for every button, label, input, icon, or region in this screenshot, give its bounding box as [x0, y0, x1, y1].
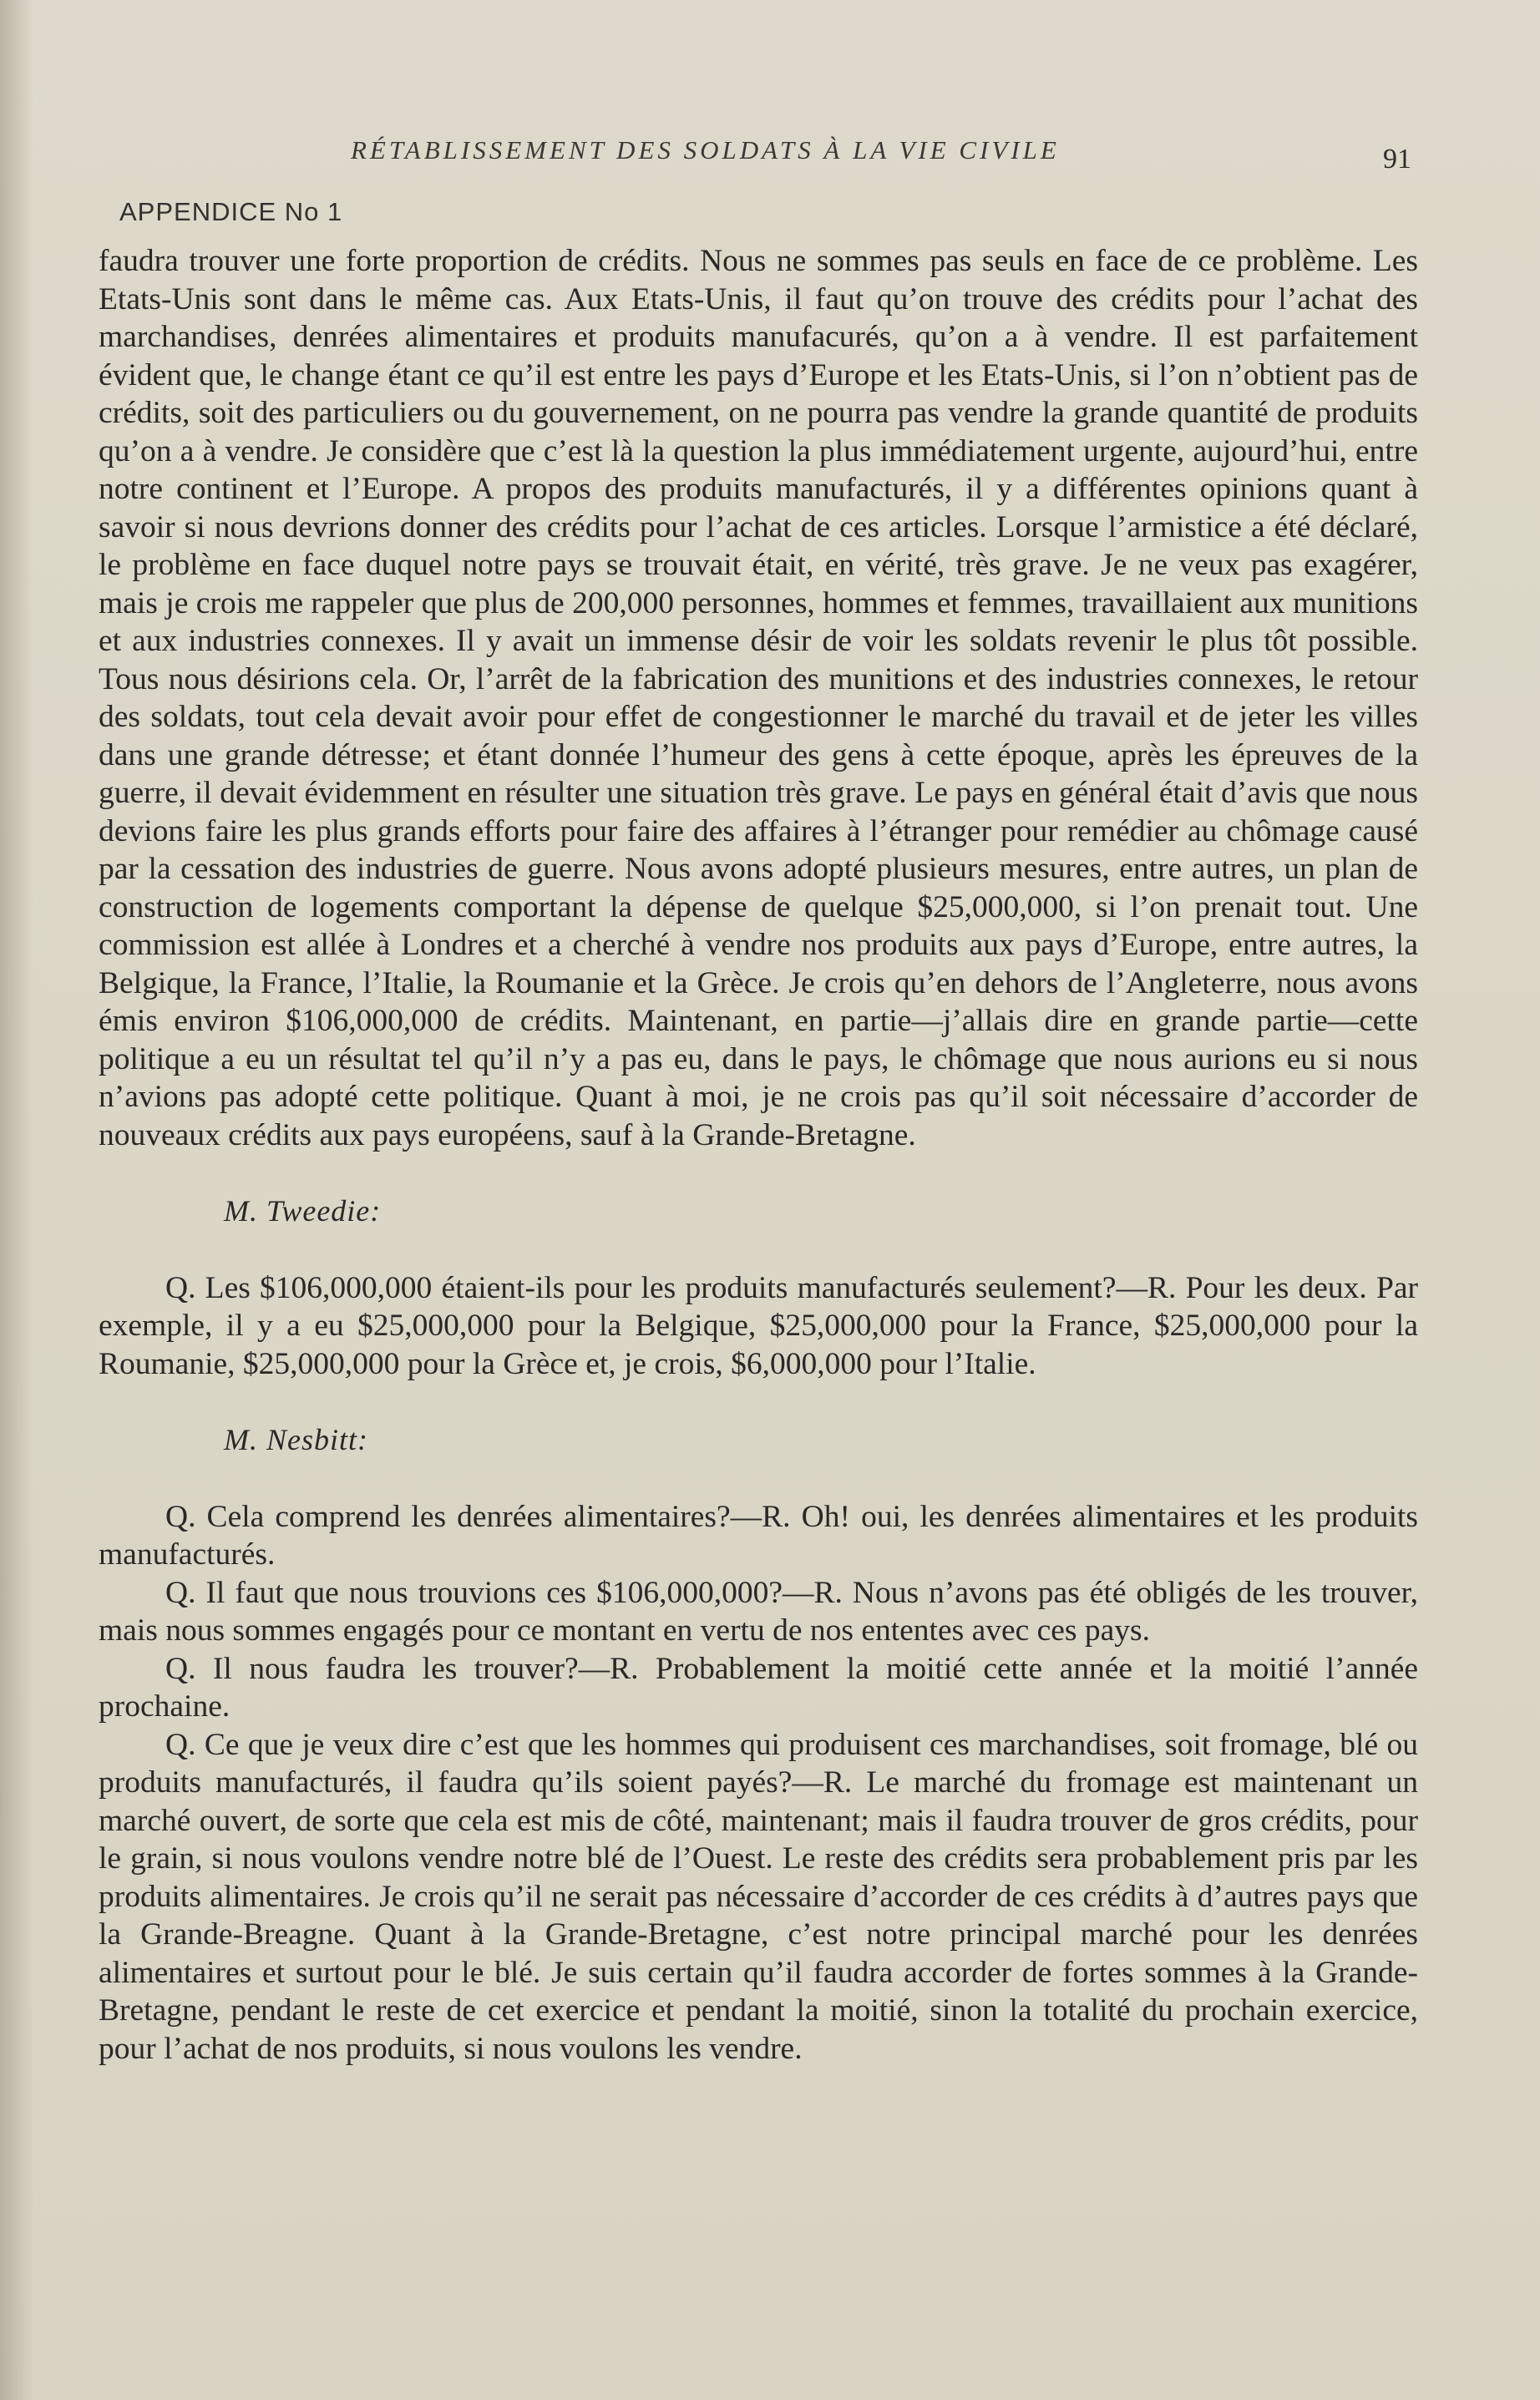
question-answer-3: Q. Il faut que nous trouvions ces $106,000,000?—R. Nous n’avons pas été obligés de les trouver, mais nous sommes engagés pour ce montant en vertu de nos ententes avec ces pays.: [99, 1575, 1418, 1648]
running-title: RÉTABLISSEMENT DES SOLDATS À LA VIE CIVILE: [351, 135, 1060, 165]
question-answer-1: Q. Les $106,000,000 étaient-ils pour les produits manufacturés seulement?—R. Pour les deux. Par exemple, il y a eu $25,000,000 pour la Belgique, $25,000,000 pour la France, $25,000,000 pour la Roumanie, $25,000,000 pour la Grèce et, je crois, $6,000,000 pour l’Italie.: [99, 1270, 1418, 1381]
speaker-tweedie: M. Tweedie:: [224, 1194, 382, 1228]
question-answer-4: Q. Il nous faudra les trouver?—R. Probablement la moitié cette année et la moitié l’année prochaine.: [99, 1651, 1418, 1724]
opening-paragraph: faudra trouver une forte proportion de crédits. Nous ne sommes pas seuls en face de ce problème. Les Etats-Unis sont dans le même cas. Aux Etats-Unis, il faut qu’on trouve des crédits pour l’achat des marchandises, denrées alimentaires et produits manufacurés, qu’on a à vendre. Il est parfaitement évident que, le change étant ce qu’il est entre les pays d’Europe et les Etats-Unis, si l’on n’obtient pas de crédits, soit des particuliers ou du gouvernement, on ne pourra pas vendre la grande quantité de produits qu’on a à vendre. Je considère que c’est là la question la plus immédiatement urgente, aujourd’hui, entre notre continent et l’Europe. A propos des produits manufacturés, il y a différentes opinions quant à savoir si nous devrions donner des crédits pour l’achat de ces articles. Lorsque l’armistice a été déclaré, le problème en face duquel notre pays se trouvait était, en vérité, très grave. Je ne veux pas exagérer, mais je crois me rappeler que plus de 200,000 personnes, hommes et femmes, travaillaient aux munitions et aux industries connexes. Il y avait un immense désir de voir les soldats revenir le plus tôt possible. Tous nous désirions cela. Or, l’arrêt de la fabrication des munitions et des industries connexes, le retour des soldats, tout cela devait avoir pour effet de congestionner le marché du travail et de jeter les villes dans une grande détresse; et étant donnée l’humeur des gens à cette époque, après les épreuves de la guerre, il devait évidemment en résulter une situation très grave. Le pays en général était d’avis que nous devions faire les plus grands efforts pour faire des affaires à l’étranger pour remédier au chômage causé par la cessation des industries de guerre. Nous avons adopté plusieurs mesures, entre autres, un plan de construction de logements comportant la dépense de quelque $25,000,000, si l’on prenait tout. Une commission est allée à Londres et a cherché à vendre nos produits aux pays d’Europe, entre autres, la Belgique, la France, l’Italie, la Roumanie et la Grèce. Je crois qu’en dehors de l’Angleterre, nous avons émis environ $106,000,000 de crédits. Maintenant, en partie—j’allais dire en grande partie—cette politique a eu un résultat tel qu’il n’y a pas eu, dans le pays, le chômage que nous aurions eu si nous n’avions pas adopté cette politique. Quant à moi, je ne crois pas qu’il soit nécessaire d’accorder de nouveaux crédits aux pays européens, sauf à la Grande-Bretagne.: [99, 244, 1418, 1152]
page-number: 91: [1383, 144, 1411, 175]
speaker-nesbitt: M. Nesbitt:: [224, 1423, 368, 1456]
question-answer-2: Q. Cela comprend les denrées alimentaires?—R. Oh! oui, les denrées alimentaires et les produits manufacturés.: [99, 1499, 1418, 1572]
body-text: [99, 242, 1418, 2068]
question-answer-5: Q. Ce que je veux dire c’est que les hommes qui produisent ces marchandises, soit fromage, blé ou produits manufacturés, il faudra qu’ils soient payés?—R. Le marché du fromage est maintenant un marché ouvert, de sorte que cela est mis de côté, maintenant; mais il faudra trouver de gros crédits, pour le grain, si nous voulons vendre notre blé de l’Ouest. Le reste des crédits sera probablement pris par les produits alimentaires. Je crois qu’il ne serait pas nécessaire d’accorder de ces crédits à d’autres pays que la Grande-Breagne. Quant à la Grande-Bretagne, c’est notre principal marché pour les denrées alimentaires et surtout pour le blé. Je suis certain qu’il faudra accorder de fortes sommes à la Grande-Bretagne, pendant le reste de cet exercice et pendant la moitié, sinon la totalité du prochain exercice, pour l’achat de nos produits, si nous voulons les vendre.: [99, 1727, 1418, 2066]
appendix-label: APPENDICE No 1: [119, 197, 343, 226]
page-edge-shadow: [0, 0, 33, 2400]
